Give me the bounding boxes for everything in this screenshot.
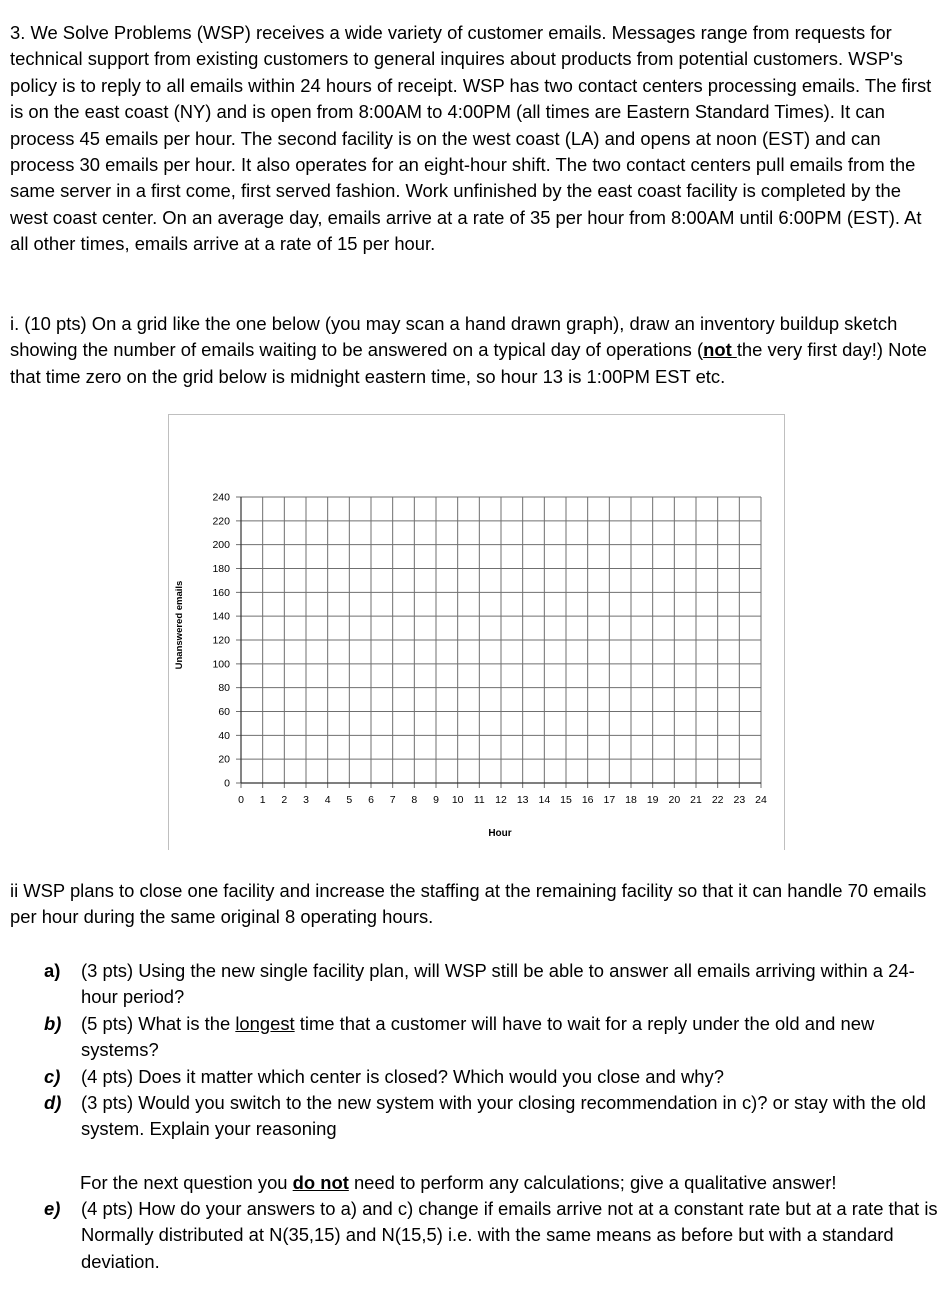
y-tick-label: 220 bbox=[212, 515, 230, 528]
task-i-text bbox=[10, 311, 938, 390]
question-e-mark: e) bbox=[44, 1198, 61, 1219]
x-tick-label: 22 bbox=[711, 794, 724, 806]
x-tick-label: 13 bbox=[516, 794, 529, 806]
question-b bbox=[44, 1011, 940, 1064]
x-tick-label: 15 bbox=[560, 794, 572, 806]
x-tick-label: 10 bbox=[451, 794, 464, 806]
inventory-grid-chart bbox=[169, 415, 786, 851]
x-tick-label: 19 bbox=[646, 794, 659, 806]
question-a-text: (3 pts) Using the new single facility plan, will WSP still be able to answer all emails arriving within a 24-hour period? bbox=[81, 960, 915, 1008]
question-d-mark: d) bbox=[44, 1092, 62, 1114]
y-tick-label: 120 bbox=[212, 634, 230, 647]
y-tick-label: 100 bbox=[212, 658, 230, 671]
x-tick-label: 4 bbox=[324, 794, 331, 806]
x-tick-label: 24 bbox=[755, 794, 767, 806]
x-axis-label: Hour bbox=[488, 828, 512, 839]
x-tick-label: 23 bbox=[733, 794, 746, 806]
next-question-note bbox=[80, 1170, 940, 1196]
y-tick-label: 40 bbox=[218, 729, 230, 742]
question-d-text: (3 pts) Would you switch to the new system with your closing recommendation in c)? or stay with the old system. Explain your reasoning bbox=[81, 1092, 926, 1140]
question-b-mark: b) bbox=[44, 1012, 62, 1034]
problem-intro: 3. We Solve Problems (WSP) receives a wide variety of customer emails. Messages range from requests for technical support from existing customers to general inquires about products from potential customers. WSP's policy is to reply to all emails within 24 hours of receipt. WSP has two contact centers processing emails. The first is on the east coast (NY) and is open from 8:00AM to 4:00PM (all times are Eastern Standard Times). It can process 45 emails per hour. The second facility is on the west coast (LA) and opens at noon (EST) and can process 30 emails per hour. It also operates for an eight-hour shift. The two contact centers pull emails from the same server in a first come, first served fashion. Work unfinished by the east coast facility is completed by the west coast center. On an average day, emails arrive at a rate of 35 per hour from 8:00AM until 6:00PM (EST). At all other times, emails arrive at a rate of 15 per hour. bbox=[10, 22, 932, 255]
task-i-not-emphasis: not bbox=[703, 339, 737, 361]
question-b-text-b: time that a customer will have to wait for a reply under the old and new systems? bbox=[81, 1012, 875, 1061]
question-c bbox=[44, 1064, 940, 1090]
y-tick-label: 80 bbox=[218, 682, 230, 695]
x-tick-label: 20 bbox=[668, 794, 681, 806]
task-ii-text: ii WSP plans to close one facility and increase the staffing at the remaining facility so that it can handle 70 emails per hour during the same original 8 operating hours. bbox=[10, 880, 927, 928]
x-tick-label: 12 bbox=[495, 794, 507, 806]
question-e-list bbox=[44, 1196, 940, 1275]
x-tick-label: 2 bbox=[281, 794, 288, 806]
x-tick-label: 14 bbox=[538, 794, 551, 806]
x-tick-label: 16 bbox=[581, 794, 594, 806]
x-tick-label: 8 bbox=[411, 794, 418, 806]
x-tick-label: 7 bbox=[389, 794, 396, 806]
y-tick-label: 0 bbox=[224, 777, 230, 790]
question-a bbox=[44, 958, 940, 1011]
question-c-mark: c) bbox=[44, 1065, 61, 1087]
next-note-part-b: need to perform any calculations; give a qualitative answer! bbox=[348, 1172, 837, 1193]
question-a-mark: a) bbox=[44, 960, 61, 981]
x-tick-label: 5 bbox=[346, 794, 353, 806]
x-tick-label: 21 bbox=[690, 794, 702, 806]
question-e-text: (4 pts) How do your answers to a) and c) change if emails arrive not at a constant rate but at a rate that is Normally distributed at N(35,15) and N(15,5) i.e. with the same means as before but with a standard deviation. bbox=[81, 1198, 938, 1272]
task-i-part-b: the very first day!) Note that time zero on the grid below is midnight eastern time, so hour 13 is 1:00PM EST etc. bbox=[10, 339, 927, 387]
question-list bbox=[44, 958, 940, 1143]
y-tick-label: 60 bbox=[218, 706, 230, 718]
x-tick-label: 6 bbox=[368, 794, 374, 806]
y-tick-label: 200 bbox=[212, 539, 230, 552]
question-e bbox=[44, 1196, 940, 1275]
x-tick-label: 3 bbox=[303, 794, 309, 806]
question-b-underlined: longest bbox=[235, 1012, 295, 1034]
x-tick-label: 9 bbox=[433, 794, 439, 806]
x-tick-label: 1 bbox=[259, 794, 266, 806]
question-c-text: (4 pts) Does it matter which center is closed? Which would you close and why? bbox=[81, 1065, 724, 1087]
x-tick-label: 18 bbox=[625, 794, 637, 806]
y-axis-label: Unanswered emails bbox=[174, 580, 185, 670]
y-tick-label: 160 bbox=[212, 586, 230, 599]
next-note-do-not: do not bbox=[292, 1172, 349, 1193]
chart-frame bbox=[168, 414, 785, 850]
x-tick-label: 0 bbox=[238, 794, 244, 806]
y-tick-label: 180 bbox=[212, 563, 230, 575]
y-tick-label: 140 bbox=[212, 610, 230, 623]
y-tick-label: 240 bbox=[212, 491, 230, 504]
x-tick-label: 17 bbox=[603, 794, 616, 806]
question-b-text-a: (5 pts) What is the bbox=[81, 1012, 236, 1034]
next-note-part-a: For the next question you bbox=[80, 1172, 293, 1193]
y-tick-label: 20 bbox=[218, 753, 230, 766]
task-i-part-a: i. (10 pts) On a grid like the one below (you may scan a hand drawn graph), draw an inventory buildup sketch showing the number of emails waiting to be answered on a typical day of operations ( bbox=[10, 313, 898, 361]
x-tick-label: 11 bbox=[473, 794, 485, 806]
question-d bbox=[44, 1090, 940, 1143]
